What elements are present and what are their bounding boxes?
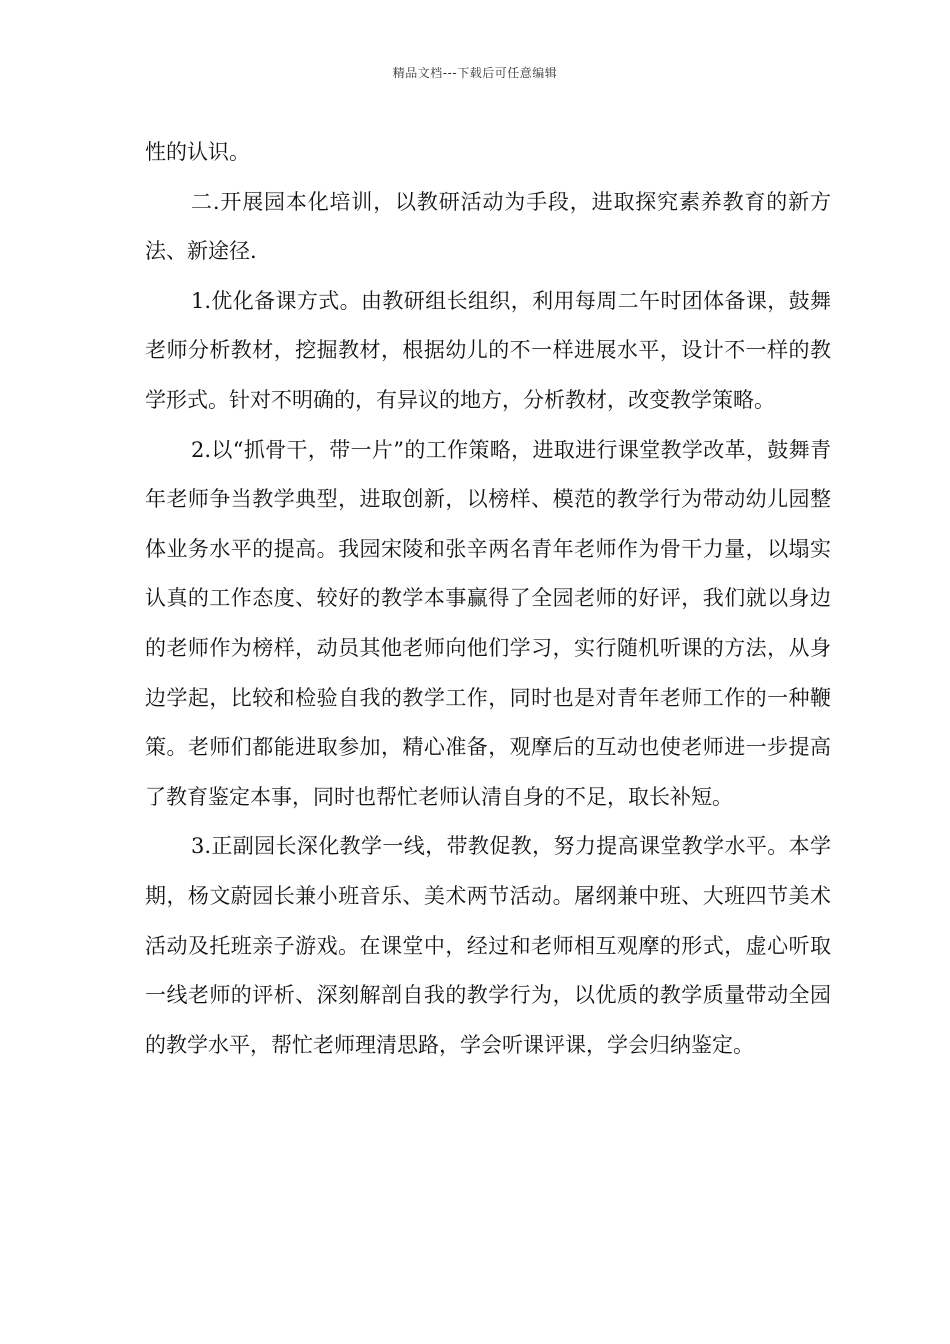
paragraph-section-2-heading: 二.开展园本化培训，以教研活动为手段，进取探究素养教育的新方法、新途径. xyxy=(145,189,831,264)
paragraph-item-2: 2.以“抓骨干，带一片”的工作策略，进取进行课堂教学改革，鼓舞青年老师争当教学典型，进取创新，以榜样、模范的教学行为带动幼儿园整体业务水平的提高。我园宋陵和张辛两名青年老师作为骨干力量，以塌实认真的工作态度、较好的教学本事赢得了全园老师的好评，我们就以身边的老师作为榜样，动员其他老师向他们学习，实行随机听课的方法，从身边学起，比较和检验自我的教学工作，同时也是对青年老师工作的一种鞭策。老师们都能进取参加，精心准备，观摩后的互动也使老师进一步提高了教育鉴定本事，同时也帮忙老师认清自身的不足，取长补短。 xyxy=(145,437,831,809)
paragraph-continuation: 性的认识。 xyxy=(145,140,250,164)
document-body xyxy=(145,128,831,1070)
paragraph-item-3: 3.正副园长深化教学一线，带教促教，努力提高课堂教学水平。本学期，杨文蔚园长兼小班音乐、美术两节活动。屠纲兼中班、大班四节美术活动及托班亲子游戏。在课堂中，经过和老师相互观摩的形式，虚心听取一线老师的评析、深刻解剖自我的教学行为，以优质的教学质量带动全园的教学水平，帮忙老师理清思路，学会听课评课，学会归纳鉴定。 xyxy=(145,834,831,1057)
paragraph-item-1: 1.优化备课方式。由教研组长组织，利用每周二午时团体备课，鼓舞老师分析教材，挖掘教材，根据幼儿的不一样进展水平，设计不一样的教学形式。针对不明确的，有异议的地方，分析教材，改变教学策略。 xyxy=(145,288,831,412)
page-header: 精品文档---下载后可任意编辑 xyxy=(392,66,558,80)
